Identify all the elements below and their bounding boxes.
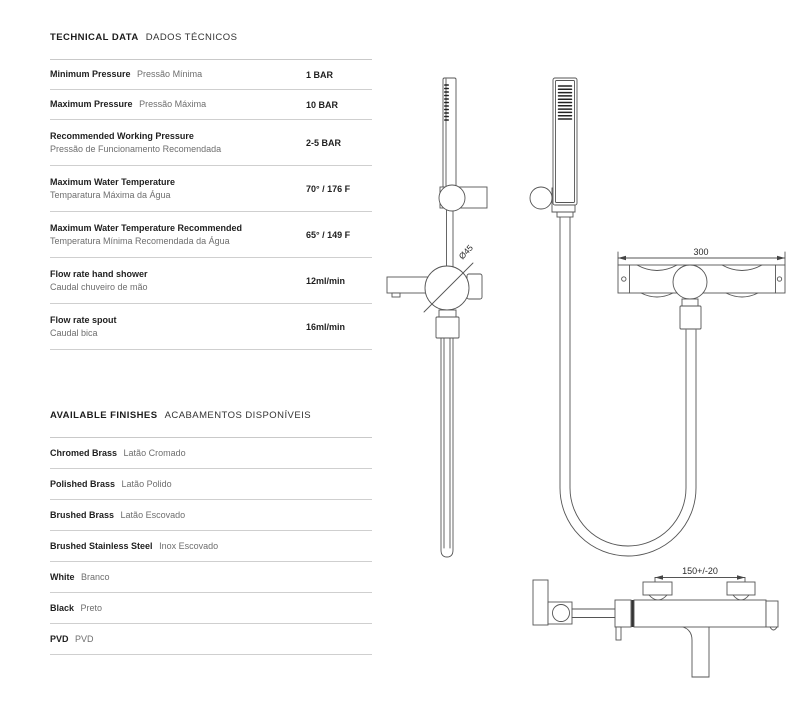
technical-drawings-panel (380, 60, 800, 710)
row-label (50, 98, 306, 111)
table-row (50, 166, 372, 212)
finish-row (50, 531, 372, 562)
finish-row (50, 593, 372, 624)
row-label-en: Maximum Pressure (50, 99, 133, 109)
finish-name-en: White (50, 571, 75, 582)
row-label (50, 633, 372, 646)
row-label (50, 268, 306, 294)
table-row (50, 60, 372, 90)
row-label (50, 571, 372, 584)
row-value: 70° / 176 F (306, 183, 351, 194)
row-label (50, 509, 372, 522)
finish-row (50, 469, 372, 500)
available-finishes-title-en: AVAILABLE FINISHES (50, 410, 158, 421)
technical-data-title-en: TECHNICAL DATA (50, 32, 139, 43)
row-value: 16ml/min (306, 321, 346, 332)
finish-name-en: Chromed Brass (50, 447, 118, 458)
finish-row (50, 438, 372, 469)
finish-name-pt: Latão Polido (121, 478, 172, 489)
row-label (50, 447, 372, 460)
finish-name-pt: Preto (80, 602, 103, 613)
row-label (50, 176, 306, 202)
drawing-front-view-mixer (533, 566, 778, 677)
finish-row (50, 624, 372, 655)
row-label (50, 602, 372, 615)
row-value: 2-5 BAR (306, 137, 342, 148)
finish-row (50, 562, 372, 593)
technical-data-title-pt: DADOS TÉCNICOS (145, 32, 238, 43)
row-label-en: Maximum Water Temperature (50, 176, 176, 187)
row-label-pt: Caudal chuveiro de mão (50, 281, 148, 292)
available-finishes-section (50, 410, 372, 655)
technical-drawings-svg (380, 60, 800, 710)
available-finishes-heading (50, 410, 372, 438)
finish-name-en: Polished Brass (50, 478, 116, 489)
spec-tables-column (50, 32, 372, 655)
row-label-pt: Temparatura Máxima da Água (50, 189, 171, 200)
finish-name-pt: PVD (75, 633, 94, 644)
drawing-front-view-handshower (530, 78, 696, 556)
valve-circle (425, 266, 469, 310)
row-label (50, 478, 372, 491)
row-label-en: Flow rate spout (50, 314, 117, 325)
finish-row (50, 500, 372, 531)
inlet-spacing-label: 150+/-20 (682, 566, 718, 576)
row-label (50, 130, 306, 156)
row-value: 10 BAR (306, 99, 339, 110)
table-row (50, 120, 372, 166)
table-row (50, 258, 372, 304)
row-label (50, 540, 372, 553)
row-label-en: Minimum Pressure (50, 69, 131, 79)
drawing-top-view-bar (618, 247, 785, 329)
row-value: 65° / 149 F (306, 229, 351, 240)
finish-name-pt: Inox Escovado (159, 540, 219, 551)
table-row (50, 90, 372, 120)
finish-name-pt: Latão Cromado (123, 447, 186, 458)
row-label-pt: Temperatura Mínima Recomendada da Água (50, 235, 230, 246)
row-label (50, 314, 306, 340)
finish-name-en: Black (50, 602, 75, 613)
bar-width-label: 300 (693, 247, 709, 257)
row-value: 12ml/min (306, 275, 346, 286)
finish-name-pt: Branco (81, 571, 110, 582)
finish-name-pt: Latão Escovado (120, 509, 186, 520)
finish-name-en: Brushed Brass (50, 509, 115, 520)
available-finishes-title-pt: ACABAMENTOS DISPONÍVEIS (164, 410, 311, 421)
row-label-pt: Caudal bica (50, 327, 98, 338)
row-label-en: Recommended Working Pressure (50, 130, 194, 141)
drawing-side-view (387, 78, 487, 557)
table-row (50, 212, 372, 258)
row-label (50, 68, 306, 81)
row-label (50, 222, 306, 248)
technical-data-heading (50, 32, 372, 60)
row-value: 1 BAR (306, 69, 334, 80)
table-row (50, 304, 372, 350)
row-label-pt: Pressão Máxima (139, 99, 207, 109)
valve-diameter-label: Ø45 (456, 242, 475, 262)
finish-name-en: PVD (50, 633, 69, 644)
row-label-en: Flow rate hand shower (50, 268, 148, 279)
row-label-en: Maximum Water Temperature Recommended (50, 222, 243, 233)
row-label-pt: Pressão Mínima (137, 69, 203, 79)
finish-name-en: Brushed Stainless Steel (50, 540, 153, 551)
row-label-pt: Pressão de Funcionamento Recomendada (50, 143, 222, 154)
